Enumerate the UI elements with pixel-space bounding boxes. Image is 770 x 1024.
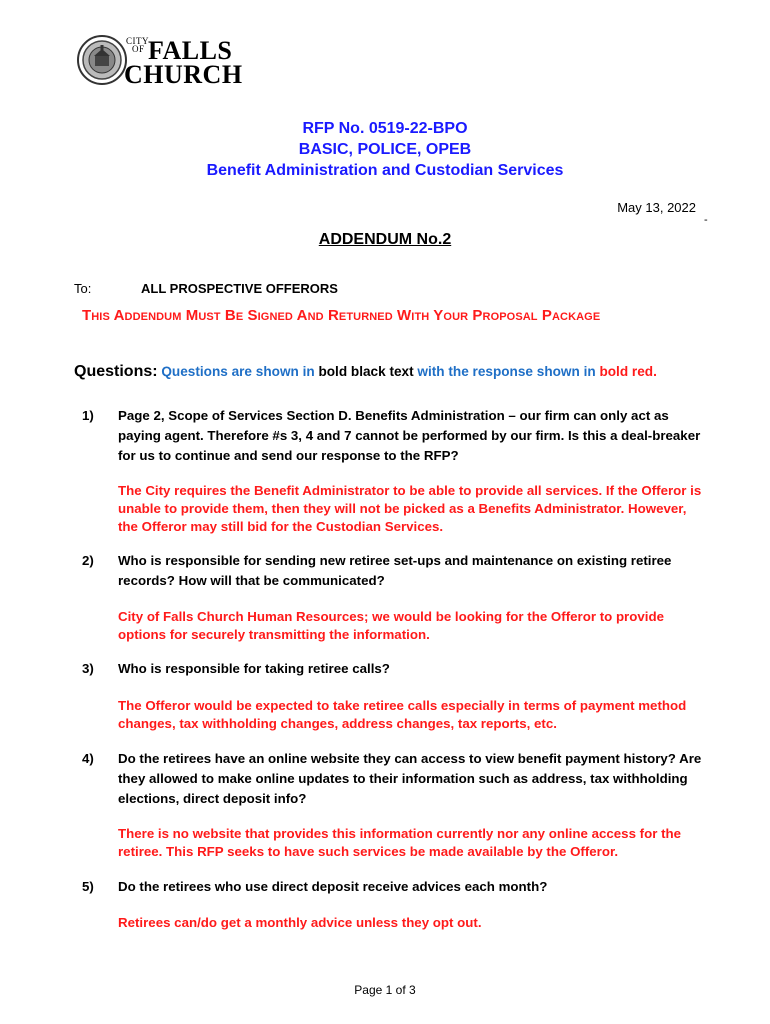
- addendum-title: ADDENDUM No.2: [318, 231, 452, 248]
- question-number: 5): [82, 879, 94, 894]
- city-logo: [76, 32, 243, 92]
- question-text: Do the retirees have an online website they can access to view benefit payment history? Are they allowed to make online updates to their information such as address, tax withholding elections, direct deposit info?: [118, 751, 702, 806]
- to-label: To:: [74, 281, 92, 296]
- question-text: Do the retirees who use direct deposit receive advices each month?: [118, 879, 548, 894]
- question-number: 4): [82, 751, 94, 766]
- city-seal-icon: [76, 34, 128, 86]
- rfp-number: RFP No. 0519-22-BPO: [302, 120, 468, 137]
- logo-city-text: CITY OF: [126, 36, 149, 54]
- to-recipients: ALL PROSPECTIVE OFFERORS: [141, 281, 338, 296]
- intro-part-3: with the response shown in: [413, 364, 600, 379]
- question-number: 3): [82, 661, 94, 676]
- question-item-1: [82, 406, 702, 466]
- answer-text-1: The City requires the Benefit Administrator to be able to provide all services. If the Offeror is unable to provide them, then they will not be picked as a Benefits Administrator. However, the Offeror may still bid for the Custodian Services.: [118, 483, 702, 534]
- question-text: Who is responsible for taking retiree calls?: [118, 661, 390, 676]
- answer-text-4: There is no website that provides this information currently nor any online access for the retiree. This RFP seeks to have such services be made available by the Offeror.: [118, 826, 682, 859]
- page-number: Page 1 of 3: [354, 983, 416, 997]
- intro-part-2: bold black text: [318, 364, 414, 379]
- question-item-3: [82, 659, 702, 679]
- questions-heading: Questions:: [74, 363, 158, 380]
- rfp-plan-names: BASIC, POLICE, OPEB: [298, 141, 472, 158]
- rfp-service-title: Benefit Administration and Custodian Services: [206, 162, 564, 179]
- question-text: Who is responsible for sending new retiree set-ups and maintenance on existing retiree records? How will that be communicated?: [118, 553, 672, 588]
- logo-church-text: CHURCH: [124, 60, 243, 89]
- intro-part-4: bold red.: [599, 364, 657, 379]
- question-number: 2): [82, 553, 94, 568]
- answer-text-5: Retirees can/do get a monthly advice unless they opt out.: [118, 915, 482, 930]
- question-number: 1): [82, 408, 94, 423]
- signature-notice: This Addendum Must Be Signed And Returned With Your Proposal Package: [82, 307, 601, 324]
- answer-text-3: The Offeror would be expected to take retiree calls especially in terms of payment method changes, tax withholding changes, address changes, tax reports, etc.: [118, 698, 687, 731]
- date-dash: -: [704, 214, 708, 226]
- answer-text-2: City of Falls Church Human Resources; we would be looking for the Offeror to provide options for securely transmitting the information.: [118, 609, 664, 642]
- question-item-2: [82, 551, 702, 591]
- logo-falls-text: FALLS: [148, 36, 233, 65]
- intro-part-1: Questions are shown in: [157, 364, 319, 379]
- questions-intro: [74, 362, 710, 382]
- question-item-4: [82, 749, 702, 809]
- question-item-5: [82, 877, 702, 897]
- question-text: Page 2, Scope of Services Section D. Benefits Administration – our firm can only act as paying agent. Therefore #s 3, 4 and 7 cannot be performed by our firm. Is this a deal-breaker for us to continue and send our response to the RFP?: [118, 408, 701, 463]
- document-date: May 13, 2022: [617, 200, 696, 215]
